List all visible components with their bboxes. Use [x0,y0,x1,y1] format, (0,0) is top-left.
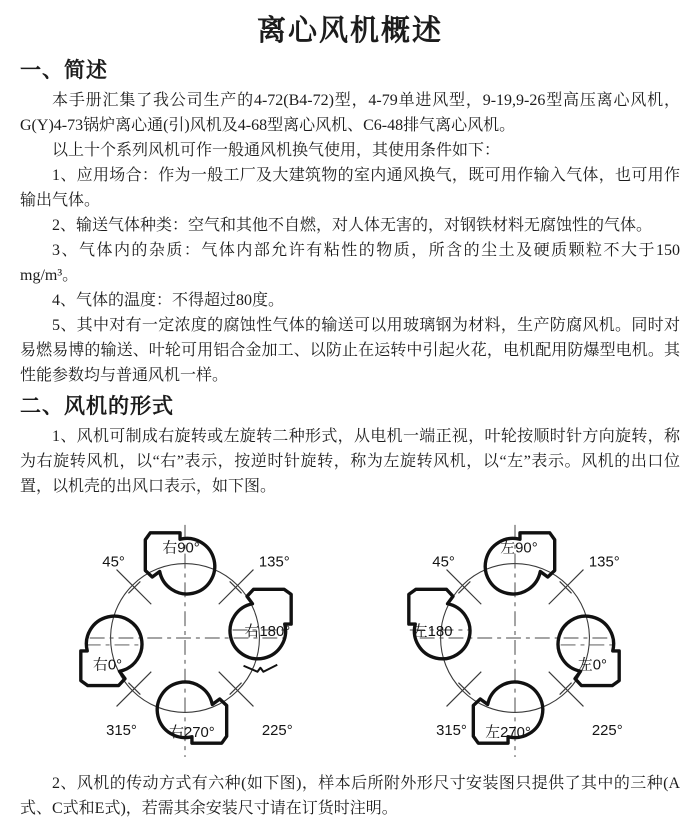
angle-label-225: 225° [261,723,293,740]
section1-paragraph-4: 2、输送气体种类：空气和其他不自燃，对人体无害的，对钢铁材料无腐蚀性的气体。 [52,217,653,234]
volute-label-left-270: 左270° [485,725,531,742]
angle-label-135: 135° [588,554,620,571]
fan-orientation-diagrams [20,509,680,765]
volute-label-right-270: 右270° [169,725,215,742]
volute-label-left-90: 左90° [500,540,538,557]
section1-paragraph-1: 本手册汇集了我公司生产的4-72(B4-72)型，4-79单进风型，9-19,9-26型高压离心风机，G(Y)4-73锅炉离心通(引)风机及4-68型离心风机、C6-48排气离心风机。 [20,92,680,134]
section2-paragraph-2: 2、风机的传动方式有六种(如下图)，样本后所附外形尺寸安装图只提供了其中的三种(A式、C式和E式)，若需其余安装尺寸请在订货时注明。 [20,775,680,817]
volute-label-right-180: 右180° [244,624,291,641]
angle-label-315: 315° [106,723,137,740]
rotation-arrow [244,665,278,672]
angle-label-45: 45° [102,554,125,571]
section1-paragraph-3: 1、应用场合：作为一般工厂及大建筑物的室内通风换气，既可用作输入气体，也可用作输出气体。 [20,167,680,209]
section1-paragraph-2: 以上十个系列风机可作一般通风机换气使用，其使用条件如下： [52,142,501,159]
angle-label-225: 225° [591,723,623,740]
angle-label-135: 135° [258,554,290,571]
angle-label-45: 45° [432,554,455,571]
left-rotation-diagram [365,509,665,765]
right-rotation-diagram [35,509,335,765]
volute-label-right-0: 右0° [93,657,123,674]
page-title: 离心风机概述 [256,15,443,47]
section1-paragraph-5: 3、气体内的杂质：气体内部允许有粘性的物质，所含的尘土及硬质颗粒不大于150 mg/m³。 [20,242,680,284]
volute-label-right-90: 右90° [162,540,200,557]
section2-heading: 二、风机的形式 [20,395,174,418]
section2-paragraph-1: 1、风机可制成右旋转或左旋转二种形式，从电机一端正视，叶轮按顺时针方向旋转，称为右旋转风机，以“右”表示，按逆时针旋转，称为左旋转风机，以“左”表示。风机的出口位置，以机壳的出风口表示，如下图。 [20,428,680,495]
section1-heading: 一、简述 [20,59,108,82]
section1-paragraph-7: 5、其中对有一定浓度的腐蚀性气体的输送可以用玻璃钢为材料，生产防腐风机。同时对易燃易博的输送、叶轮可用铝合金加工、以防止在运转中引起火花，电机配用防爆型电机。其性能参数均与普通风机一样。 [20,317,680,384]
volute-label-left-180: 左180 [412,624,453,641]
angle-label-315: 315° [436,723,467,740]
section1-paragraph-6: 4、气体的温度：不得超过80度。 [52,292,285,309]
volute-label-left-0: 左0° [577,657,607,674]
